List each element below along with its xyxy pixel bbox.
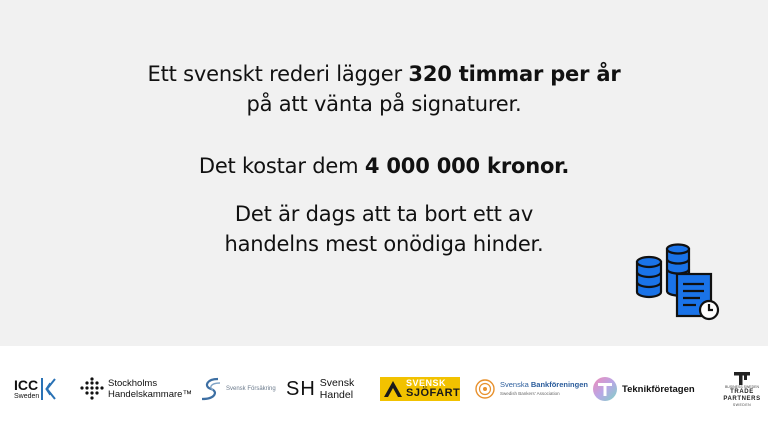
closing-line-1: Det är dags att ta bort ett av (234, 202, 534, 226)
rings-icon (474, 378, 496, 400)
headline-line-1-text: Ett svenskt rederi lägger (147, 62, 409, 86)
svensk-sjofart-line-2: SJÖFART (406, 387, 461, 399)
shk-logo-line-1: Stockholms (108, 378, 158, 389)
bankforeningen-name (500, 380, 588, 389)
cost-highlight: 4 000 000 kronor. (364, 154, 570, 178)
svensk-handel-line-2: Handel (319, 389, 354, 401)
trade-partners-line-1: TRADE (730, 389, 754, 395)
svensk-handel-mark: SH (286, 377, 316, 400)
cost-line-text: Det kostar dem (198, 154, 365, 178)
svensk-forsakring-logo (198, 346, 276, 432)
cost-line (0, 152, 768, 180)
t-circle-icon (592, 376, 618, 402)
svensk-handel-line-1: Svensk (319, 377, 355, 389)
coins-and-document-clock-icon (634, 240, 724, 322)
trade-partners-line-3: SWEDEN (732, 403, 752, 407)
tp-mark-icon (733, 371, 751, 385)
svensk-sjofart-logo (380, 346, 460, 432)
dot-grid-icon (80, 377, 104, 401)
icc-mark-icon (39, 377, 59, 401)
trade-partners-logo (724, 346, 760, 432)
bankforeningen-name-bold: Bankföreningen (530, 380, 588, 389)
svensk-sjofart-line-1: SVENSK (406, 378, 447, 388)
teknikforetagen-logo (592, 346, 695, 432)
ship-bow-icon (381, 377, 405, 401)
icc-logo-sub: Sweden (14, 392, 40, 400)
hours-highlight: 320 timmar per år (408, 62, 621, 86)
icc-logo-name: ICC (14, 376, 39, 393)
headline-line-1 (0, 60, 768, 88)
icc-sweden-logo (14, 346, 59, 432)
closing-line-2: handelns mest onödiga hinder. (224, 232, 544, 256)
shk-logo-line-2: Handelskammare™ (108, 389, 192, 400)
wave-s-icon (198, 376, 224, 402)
svenska-bankforeningen-logo (474, 346, 588, 432)
bankforeningen-sub: Swedish Bankers' Association (500, 391, 560, 396)
svensk-forsakring-logo-text: Svensk Försäkring (226, 386, 276, 392)
headline-line-2: på att vänta på signaturer. (246, 92, 522, 116)
stockholms-handelskammare-logo (80, 346, 192, 432)
partner-logos-bar (0, 346, 768, 432)
trade-partners-top: BUSINESS SWEDEN (724, 385, 760, 389)
trade-partners-line-2: PARTNERS (723, 396, 761, 402)
teknikforetagen-logo-text: Teknikföretagen (622, 383, 695, 395)
bankforeningen-name-pre: Svenska (500, 380, 531, 389)
svensk-handel-logo (286, 346, 354, 432)
